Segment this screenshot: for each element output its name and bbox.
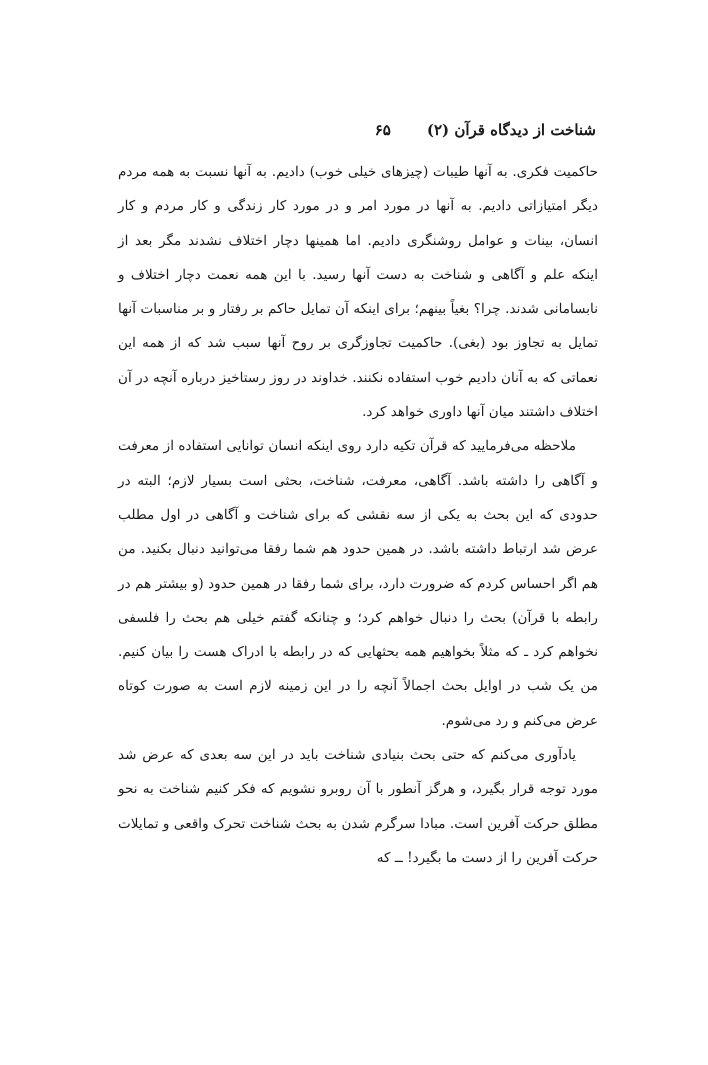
running-title: شناخت از دیدگاه قرآن (۲) [426, 121, 596, 139]
page-header [120, 118, 596, 142]
body-text [118, 155, 598, 875]
paragraph-2: ملاحظه می‌فرمایید که قرآن تکیه دارد روی اینکه انسان توانایی استفاده از معرفت و آگاهی را داشته باشد. آگاهی، معرفت، شناخت، بحثی است بسیار لازم؛ البته در حدودی که این بحث به یکی از سه نقشی که برای شناخت و آگاهی در اول مطلب عرض شد ارتباط داشته باشد. در همین حدود هم شما رفقا می‌توانید دنبال بکنید. من هم اگر احساس کردم که ضرورت دارد، برای شما رفقا در همین حدود (و بیشتر هم در رابطه با قرآن) بحث را دنبال خواهم کرد؛ و چنانکه گفتم خیلی هم بحث را فلسفی نخواهم کرد ـ که مثلاً بخواهیم همه بحثهایی که در رابطه با ادراک هست را بیان کنیم. من یک شب در اوایل بحث اجمالاً آنچه را در این زمینه لازم است به صورت کوتاه عرض می‌کنم و رد می‌شوم. [118, 438, 598, 729]
paragraph-1: حاکمیت فکری. به آنها طیبات (چیزهای خیلی خوب) دادیم. به آنها نسبت به همه مردم دیگر امتیازاتی دادیم. به آنها در مورد امر و در مورد کار زندگی و کار مردم و کار انسان، بینات و عوامل روشنگری دادیم. اما همینها دچار اختلاف نشدند مگر بعد از اینکه علم و آگاهی و شناخت به دست آنها رسید. با این همه نعمت دچار اختلاف و نابسامانی شدند. چرا؟ بغیاً بینهم؛ برای اینکه آن تمایل حاکم بر رفتار و بر مناسبات آنها تمایل به تجاوز بود (بغی). حاکمیت تجاوزگری بر روح آنها سبب شد که از همه این نعماتی که به آنان دادیم خوب استفاده نکنند. خداوند در روز رستاخیز درباره آنچه در آن اختلاف داشتند میان آنها داوری خواهد کرد. [118, 164, 598, 421]
page-number: ۶۵ [374, 121, 391, 139]
paragraph-3: یادآوری می‌کنم که حتی بحث بنیادی شناخت باید در این سه بعدی که عرض شد مورد توجه قرار بگیرد، و هرگز آنطور با آن روبرو نشویم که فکر کنیم شناخت به نحو مطلق حرکت آفرین است. مبادا سرگرم شدن به بحث شناخت تحرک واقعی و تمایلات حرکت آفرین را از دست ما بگیرد! ــ که [118, 747, 598, 866]
